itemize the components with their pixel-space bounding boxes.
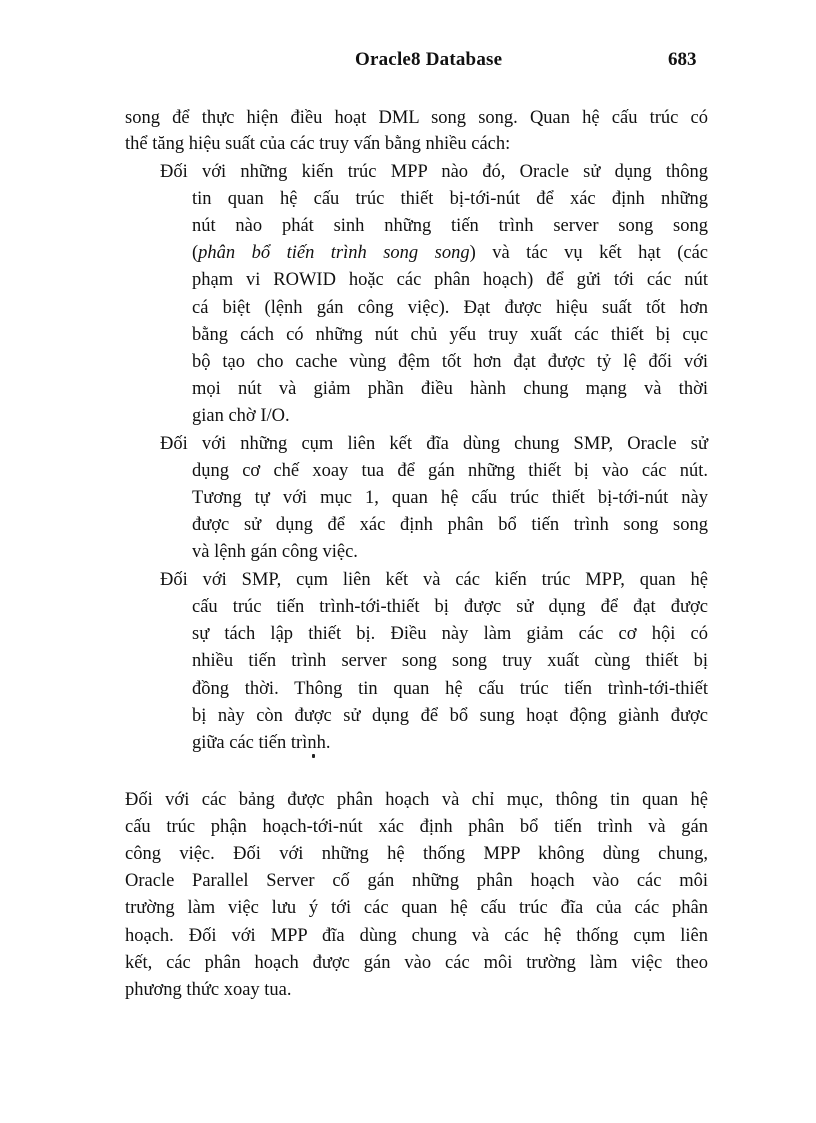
text-line: cấu trúc tiến trình-tới-thiết bị được sử dụng để đạt được: [192, 597, 708, 617]
line-remainder: ) và tác vụ kết hạt (các: [469, 243, 708, 263]
text-line: Đối với SMP, cụm liên kết và các kiến trúc MPP, quan hệ: [160, 570, 708, 590]
text-line: nút nào phát sinh những tiến trình server song song: [192, 216, 708, 236]
running-header-title: Oracle8 Database: [355, 49, 503, 70]
text-line: dụng cơ chế xoay tua để gán những thiết bị vào các nút.: [192, 461, 708, 481]
text-line: song để thực hiện điều hoạt DML song song. Quan hệ cấu trúc có: [125, 108, 708, 128]
text-line: thể tăng hiệu suất của các truy vấn bằng nhiều cách:: [125, 134, 511, 154]
text-line: bộ tạo cho cache vùng đệm tốt hơn đạt được tỷ lệ đối với: [192, 352, 708, 372]
text-line: trường làm việc lưu ý tới các quan hệ cấu trúc đĩa của các phân: [125, 898, 708, 918]
text-line: bị này còn được sử dụng để bổ sung hoạt động giành được: [192, 706, 708, 726]
text-line: bằng cách có những nút chủ yếu truy xuất các thiết bị cục: [192, 325, 708, 345]
text-line: nhiều tiến trình server song song truy xuất cùng thiết bị: [192, 651, 708, 671]
text-line: cá biệt (lệnh gán công việc). Đạt được hiệu suất tốt hơn: [192, 298, 708, 318]
text-line: phương thức xoay tua.: [125, 980, 292, 1000]
text-line: Oracle Parallel Server cố gán những phân hoạch vào các môi: [125, 871, 708, 891]
text-line: Đối với những kiến trúc MPP nào đó, Oracle sử dụng thông: [160, 162, 708, 182]
text-line: và lệnh gán công việc.: [192, 542, 358, 562]
text-line: Tương tự với mục 1, quan hệ cấu trúc thiết bị-tới-nút này: [192, 488, 708, 508]
page-number: 683: [668, 49, 697, 70]
text-line: kết, các phân hoạch được gán vào các môi trường làm việc theo: [125, 953, 708, 973]
text-line: cấu trúc phận hoạch-tới-nút xác định phân bổ tiến trình và gán: [125, 817, 708, 837]
text-line: Đối với những cụm liên kết đĩa dùng chung SMP, Oracle sử: [160, 434, 708, 454]
text-line: được sử dụng để xác định phân bổ tiến trình song song: [192, 515, 708, 535]
text-line: tin quan hệ cấu trúc thiết bị-tới-nút để xác định những: [192, 189, 708, 209]
stray-ink-mark: [312, 754, 315, 758]
text-line: công việc. Đối với những hệ thống MPP không dùng chung,: [125, 844, 708, 864]
italic-term: phân bổ tiến trình song song: [198, 243, 470, 263]
text-line: mọi nút và giảm phần điều hành chung mạng và thời: [192, 379, 708, 399]
text-line: phạm vi ROWID hoặc các phân hoạch) để gửi tới các nút: [192, 270, 708, 290]
text-line: gian chờ I/O.: [192, 406, 290, 426]
paren-open: (: [192, 243, 199, 263]
text-line: Đối với các bảng được phân hoạch và chỉ mục, thông tin quan hệ: [125, 790, 708, 810]
text-line: giữa các tiến trình.: [192, 733, 331, 753]
text-line: hoạch. Đối với MPP đĩa dùng chung và các hệ thống cụm liên: [125, 926, 708, 946]
text-line: [192, 240, 708, 266]
text-line: đồng thời. Thông tin quan hệ cấu trúc tiến trình-tới-thiết: [192, 679, 708, 699]
text-line: sự tách lập thiết bị. Điều này làm giảm các cơ hội có: [192, 624, 708, 644]
